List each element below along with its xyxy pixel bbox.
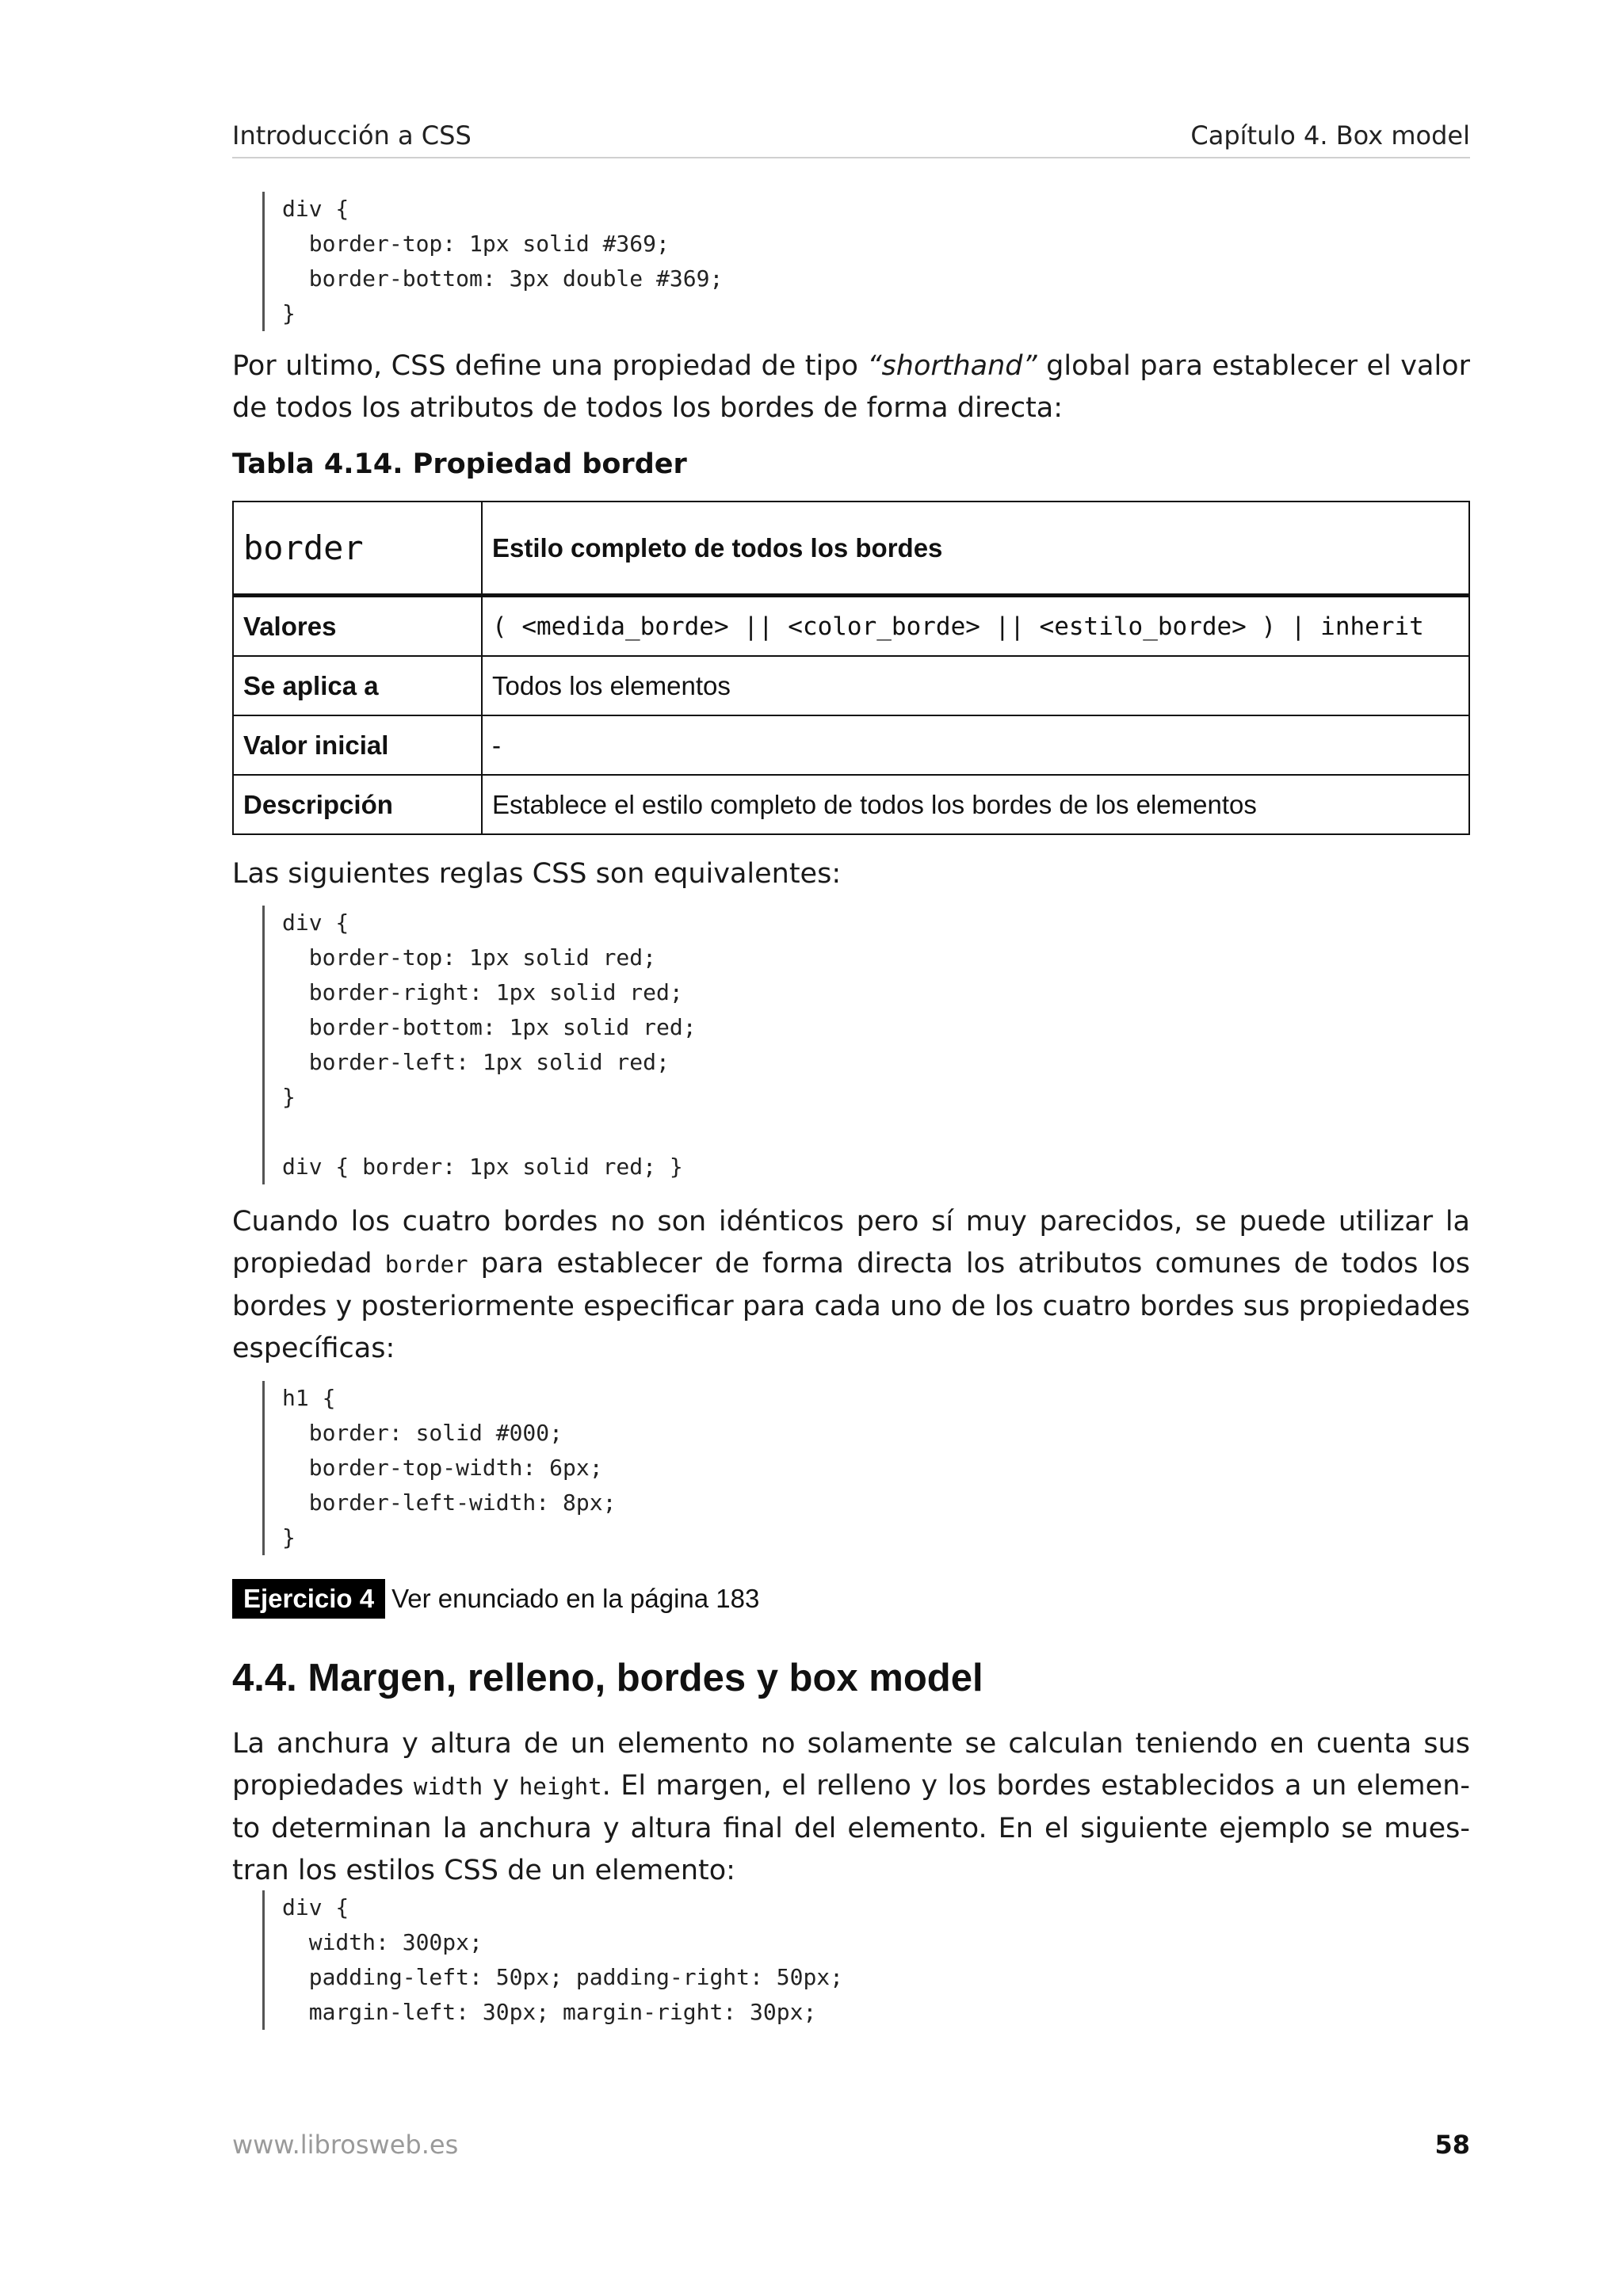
book-page xyxy=(232,0,1470,2296)
table-caption: Tabla 4.14. Propiedad border xyxy=(232,448,687,480)
running-header xyxy=(232,119,1470,158)
row-value: Establece el estilo completo de todos los bordes de los elementos xyxy=(482,775,1469,834)
exercise-badge: Ejercicio 4 xyxy=(232,1579,385,1619)
row-label: Descripción xyxy=(233,775,482,834)
property-summary: Estilo completo de todos los bordes xyxy=(482,502,1469,596)
chapter-title: Capítulo 4. Box model xyxy=(1190,120,1470,151)
inline-code-width: width xyxy=(413,1773,483,1800)
exercise-link-text: Ver enunciado en la página 183 xyxy=(391,1584,760,1613)
table-row xyxy=(233,715,1469,775)
property-table xyxy=(232,501,1470,835)
paragraph-text: La anchura y altura de un elemento no solamente se calculan teniendo en cuenta sus propiedades xyxy=(232,1728,1470,1802)
inline-code-border: border xyxy=(384,1251,468,1278)
paragraph-text: para establecer de forma directa los atributos comunes de todos los bordes y posteriormente especificar para cada uno de los cuatro bordes sus propiedades específicas: xyxy=(232,1248,1470,1364)
paragraph-text: global para establecer el valor de todos los atributos de todos los bordes de forma directa: xyxy=(232,350,1470,424)
inline-code-height: height xyxy=(518,1773,602,1800)
paragraph-text: . El margen, el relleno y los bordes establecidos a un elemento determinan la anchura y altura final del elemento. En el siguiente ejemplo se muestran los estilos CSS de un elemento: xyxy=(232,1770,1471,1886)
footer-url: www.librosweb.es xyxy=(232,2130,459,2160)
row-label: Se aplica a xyxy=(233,656,482,715)
code-block-div-box: div { width: 300px; padding-left: 50px; padding-right: 50px; margin-left: 30px; margin-right: 30px; xyxy=(262,1890,843,2030)
paragraph-shorthand-intro xyxy=(232,345,1470,429)
paragraph-text: y xyxy=(483,1770,519,1802)
property-name: border xyxy=(233,502,482,596)
exercise-callout xyxy=(232,1579,759,1619)
row-label: Valores xyxy=(233,596,482,657)
row-value: Todos los elementos xyxy=(482,656,1469,715)
code-block-h1-border: h1 { border: solid #000; border-top-width: 6px; border-left-width: 8px; } xyxy=(262,1381,616,1555)
paragraph-text: Cuando los cuatro bordes no son idénticos pero sí muy parecidos, se puede utilizar la propiedad xyxy=(232,1206,1470,1280)
code-block-equivalent-rules: div { border-top: 1px solid red; border-right: 1px solid red; border-bottom: 1px solid red; border-left: 1px solid red; } div { border: 1px solid red; } xyxy=(262,906,697,1184)
row-label: Valor inicial xyxy=(233,715,482,775)
book-title: Introducción a CSS xyxy=(232,120,472,151)
row-value: - xyxy=(482,715,1469,775)
table-row xyxy=(233,656,1469,715)
paragraph-text: Por ultimo, CSS define una propiedad de tipo xyxy=(232,350,868,382)
section-heading: 4.4. Margen, relleno, bordes y box model xyxy=(232,1657,983,1699)
table-row xyxy=(233,775,1469,834)
row-value: ( <medida_borde> || <color_borde> || <estilo_borde> ) | inherit xyxy=(482,596,1469,657)
table-header-row xyxy=(233,502,1469,596)
table-row xyxy=(233,596,1469,657)
paragraph-equivalent-rules: Las siguientes reglas CSS son equivalentes: xyxy=(232,858,842,890)
paragraph-box-model xyxy=(232,1723,1470,1892)
code-block-border-top-bottom: div { border-top: 1px solid #369; border-bottom: 3px double #369; } xyxy=(262,192,723,331)
paragraph-border-common xyxy=(232,1201,1470,1370)
page-number: 58 xyxy=(1434,2130,1470,2160)
shorthand-emphasis: “shorthand” xyxy=(867,350,1037,382)
